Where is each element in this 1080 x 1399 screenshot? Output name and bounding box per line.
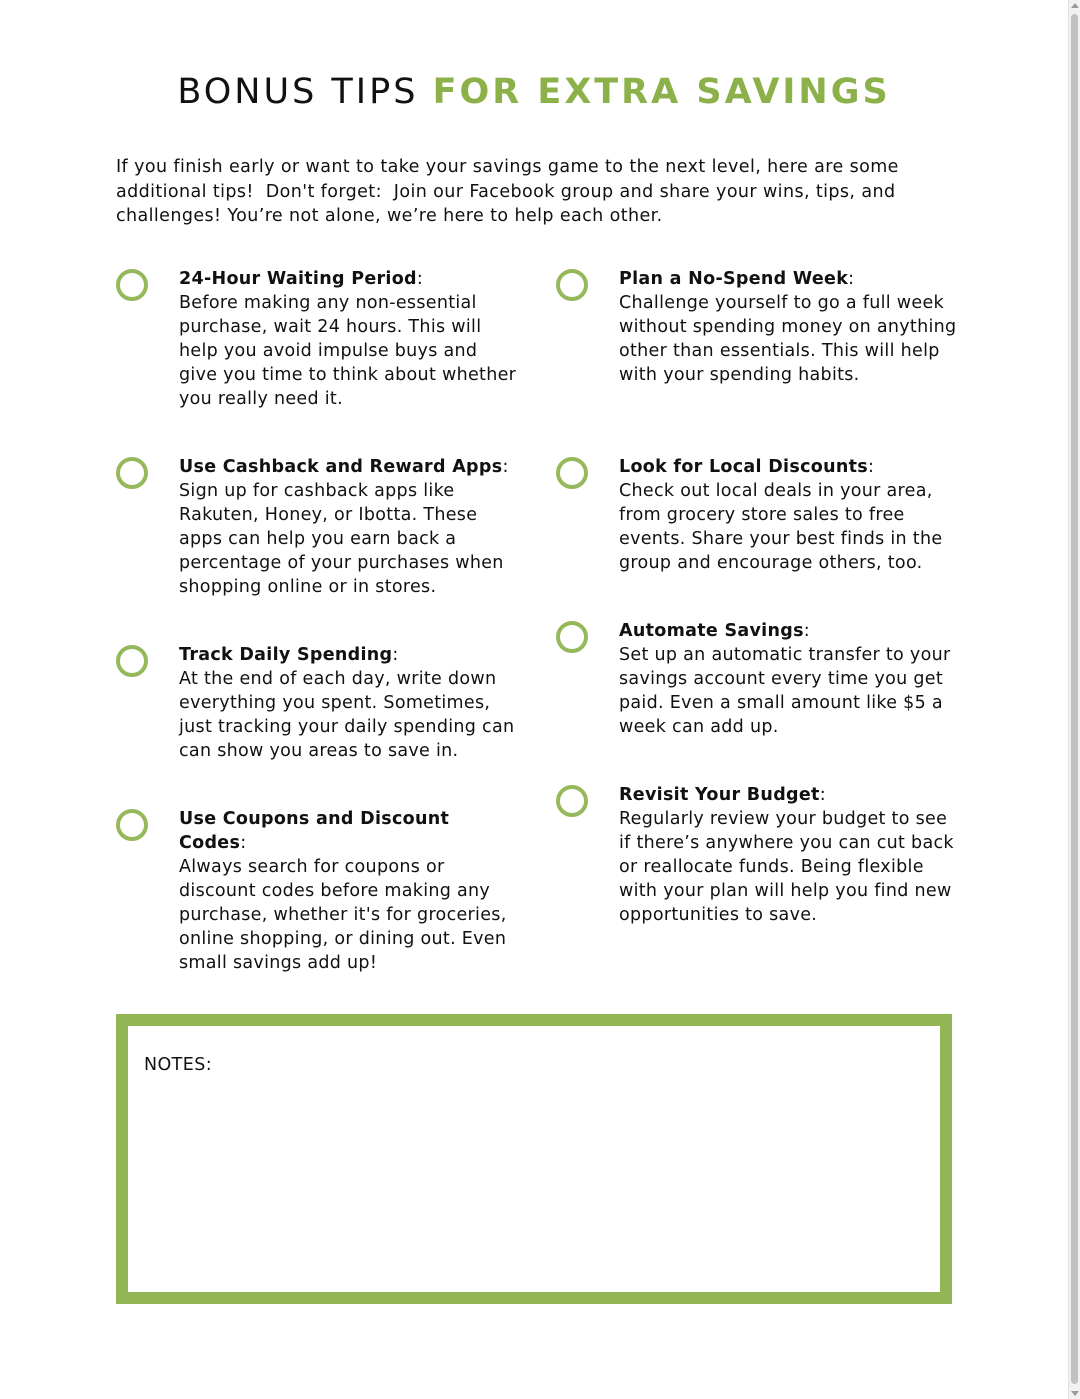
checkbox-ring-icon[interactable]	[116, 645, 148, 677]
tip-body: Sign up for cashback apps like Rakuten, Honey, or Ibotta. These apps can help you earn back a percentage of your purchases when shopping online or in stores.	[179, 481, 504, 597]
tip-title: Use Coupons and Discount Codes	[179, 809, 450, 853]
scroll-down-icon[interactable]	[1071, 1391, 1079, 1396]
scrollbar-thumb[interactable]	[1071, 14, 1078, 1384]
tip-body: Challenge yourself to go a full week without spending money on anything other than essentials. This will help with your spending habits.	[619, 293, 957, 385]
checkbox-ring-icon[interactable]	[556, 621, 588, 653]
checkbox-ring-icon[interactable]	[556, 785, 588, 817]
tip-text: Track Daily Spending: At the end of each day, write down everything you spent. Sometimes, just tracking your daily spending can can show you areas to save in.	[179, 645, 515, 761]
tip-title: Plan a No-Spend Week	[619, 269, 849, 289]
checkbox-ring-icon[interactable]	[116, 269, 148, 301]
page-title	[0, 70, 1068, 114]
title-plain: BONUS TIPS	[177, 72, 419, 112]
tip-body: Check out local deals in your area, from grocery store sales to free events. Share your best finds in the group and encourage others, too.	[619, 481, 943, 573]
tip-text: Use Coupons and Discount Codes: Always search for coupons or discount codes before making any purchase, whether it's for groceries, online shopping, or dining out. Even small savings add up!	[179, 809, 507, 973]
tip-text: Automate Savings: Set up an automatic transfer to your savings account every time you get paid. Even a small amount like $5 a week can add up.	[619, 621, 951, 737]
tip-body: At the end of each day, write down everything you spent. Sometimes, just tracking your daily spending can can show you areas to save in.	[179, 669, 515, 761]
vertical-scrollbar[interactable]	[1068, 0, 1080, 1399]
scroll-up-icon[interactable]	[1071, 3, 1079, 8]
checkbox-ring-icon[interactable]	[116, 457, 148, 489]
notes-label: NOTES:	[144, 1055, 213, 1075]
tip-text: Look for Local Discounts: Check out local deals in your area, from grocery store sales to free events. Share your best finds in the group and encourage others, too.	[619, 457, 943, 573]
tip-title: Automate Savings	[619, 621, 804, 641]
tip-body: Before making any non-essential purchase, wait 24 hours. This will help you avoid impulse buys and give you time to think about whether you really need it.	[179, 293, 517, 409]
notes-box[interactable]	[116, 1014, 952, 1304]
checkbox-ring-icon[interactable]	[116, 809, 148, 841]
checkbox-ring-icon[interactable]	[556, 269, 588, 301]
tip-body: Always search for coupons or discount codes before making any purchase, whether it's for groceries, online shopping, or dining out. Even small savings add up!	[179, 857, 507, 973]
tip-title: Revisit Your Budget	[619, 785, 820, 805]
tip-text: Use Cashback and Reward Apps: Sign up for cashback apps like Rakuten, Honey, or Ibotta. These apps can help you earn back a percentage of your purchases when shopping online or in stores.	[179, 457, 509, 597]
tip-body: Set up an automatic transfer to your savings account every time you get paid. Even a small amount like $5 a week can add up.	[619, 645, 951, 737]
title-accent: FOR EXTRA SAVINGS	[432, 72, 891, 112]
tip-text: 24-Hour Waiting Period: Before making any non-essential purchase, wait 24 hours. This will help you avoid impulse buys and give you time to think about whether you really need it.	[179, 269, 517, 409]
intro-paragraph: If you finish early or want to take your savings game to the next level, here are some additional tips! Don't forget: Join our Facebook group and share your wins, tips, and challenges! You’re not alone, we’re here to help each other.	[116, 157, 905, 226]
tip-body: Regularly review your budget to see if there’s anywhere you can cut back or reallocate funds. Being flexible with your plan will help you find new opportunities to save.	[619, 809, 954, 925]
tip-title: 24-Hour Waiting Period	[179, 269, 417, 289]
tip-title: Look for Local Discounts	[619, 457, 868, 477]
checkbox-ring-icon[interactable]	[556, 457, 588, 489]
tip-title: Track Daily Spending	[179, 645, 393, 665]
tip-text: Plan a No-Spend Week: Challenge yourself to go a full week without spending money on anything other than essentials. This will help with your spending habits.	[619, 269, 957, 385]
tip-text: Revisit Your Budget: Regularly review your budget to see if there’s anywhere you can cut back or reallocate funds. Being flexible with your plan will help you find new opportunities to save.	[619, 785, 954, 925]
tip-title: Use Cashback and Reward Apps	[179, 457, 503, 477]
